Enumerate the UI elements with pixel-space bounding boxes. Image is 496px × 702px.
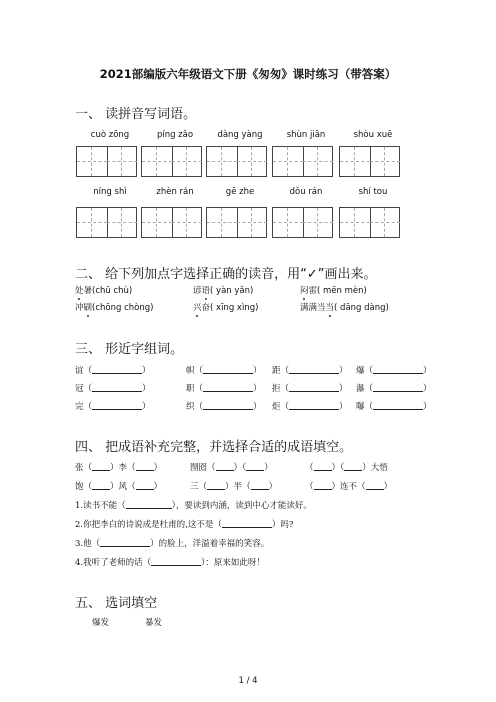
dotted-char: 兴 xyxy=(193,303,202,313)
section-2-heading: 二、 给下列加点字选择正确的读音，用“✓”画出来。 xyxy=(75,267,377,282)
word-group-item[interactable]: 距（ ） xyxy=(272,366,348,376)
idiom-item[interactable]: 张（ ）李（ ） xyxy=(75,463,163,473)
section-5-heading: 五、 选词填空 xyxy=(75,596,158,611)
word-group-item[interactable]: 冠（ ） xyxy=(75,384,151,394)
pronunciation-item[interactable]: 满满当当( dāng dàng) xyxy=(300,303,389,313)
pinyin-label: shùn jiān xyxy=(286,130,326,140)
word-group-item[interactable]: 曝（ ） xyxy=(356,402,432,412)
word-group-item[interactable]: 完（ ） xyxy=(75,402,151,412)
pinyin-label: dǒu rán xyxy=(289,187,323,197)
word-option: 爆发 xyxy=(92,618,110,628)
pinyin-label: dàng yàng xyxy=(217,130,263,140)
word-group-item[interactable]: 帜（ ） xyxy=(186,366,262,376)
writing-box[interactable] xyxy=(76,146,137,177)
dotted-char: 刷 xyxy=(83,303,93,313)
pinyin-label: cuò zōng xyxy=(90,130,130,140)
section-1-heading: 一、 读拼音写词语。 xyxy=(75,107,197,122)
document-title: 2021部编版六年级语文下册《匆匆》课时练习（带答案） xyxy=(99,67,397,81)
page-number: 1 / 4 xyxy=(238,676,258,686)
fill-sentence[interactable]: 3.他（ ）的脸上，洋溢着幸福的笑容。 xyxy=(75,539,270,549)
idiom-item[interactable]: 三（ ）半（ ） xyxy=(190,482,278,492)
word-group-item[interactable]: 职（ ） xyxy=(186,384,262,394)
idiom-item[interactable]: （ ）（ ）大悟 xyxy=(305,463,388,473)
dotted-char: 当 xyxy=(325,303,335,313)
pinyin-label: shí tou xyxy=(358,187,388,197)
fill-sentence[interactable]: 4.我听了老师的话（ ）：原来如此呀！ xyxy=(75,558,265,568)
writing-box[interactable] xyxy=(76,207,137,238)
word-group-item[interactable]: 织（ ） xyxy=(186,402,262,412)
word-group-item[interactable]: 瀑（ ） xyxy=(356,384,432,394)
section-4-heading: 四、 把成语补充完整，并选择合适的成语填空。 xyxy=(75,440,353,455)
pronunciation-item[interactable]: 处暑(chǔ chù) xyxy=(75,286,133,296)
word-group-item[interactable]: 炬（ ） xyxy=(272,402,348,412)
pinyin-label: shòu xuē xyxy=(353,130,393,140)
pronunciation-item[interactable]: 谚语( yàn yǎn) xyxy=(193,286,254,296)
writing-box[interactable] xyxy=(272,207,333,238)
dotted-char: 闷 xyxy=(300,286,309,296)
idiom-item[interactable]: 囫囵（ ）（ ） xyxy=(190,463,273,473)
section-3-heading: 三、 形近字组词。 xyxy=(75,342,184,357)
pinyin-label: zhèn rán xyxy=(156,187,194,197)
pronunciation-item[interactable]: 闷雷( mēn mèn) xyxy=(300,286,367,296)
word-group-item[interactable]: 爆（ ） xyxy=(356,366,432,376)
writing-box[interactable] xyxy=(206,207,267,238)
pronunciation-item[interactable]: 冲刷(chōng chòng) xyxy=(75,303,154,313)
fill-sentence[interactable]: 1.读书不能（ ），要读到内涵，读到中心才能读好。 xyxy=(75,501,312,511)
writing-box[interactable] xyxy=(339,146,400,177)
dotted-char: 语 xyxy=(201,286,211,296)
idiom-item[interactable]: 饱（ ）风（ ） xyxy=(75,482,163,492)
dotted-char: 处 xyxy=(75,286,84,296)
fill-sentence[interactable]: 2.你把李白的诗说成是杜甫的,这不是（ ）吗? xyxy=(75,520,294,530)
word-group-item[interactable]: 谊（ ） xyxy=(75,366,151,376)
writing-box[interactable] xyxy=(339,207,400,238)
writing-box[interactable] xyxy=(206,146,267,177)
word-option: 暴发 xyxy=(145,618,163,628)
pinyin-label: gē zhe xyxy=(225,187,255,197)
writing-box[interactable] xyxy=(141,146,202,177)
pinyin-label: níng shì xyxy=(93,187,127,197)
pinyin-label: píng zǎo xyxy=(156,130,194,140)
pronunciation-item[interactable]: 兴奋( xīng xìng) xyxy=(193,303,259,313)
word-group-item[interactable]: 拒（ ） xyxy=(272,384,348,394)
idiom-item[interactable]: （ ）连不（ ） xyxy=(305,482,393,492)
writing-box[interactable] xyxy=(141,207,202,238)
writing-box[interactable] xyxy=(272,146,333,177)
